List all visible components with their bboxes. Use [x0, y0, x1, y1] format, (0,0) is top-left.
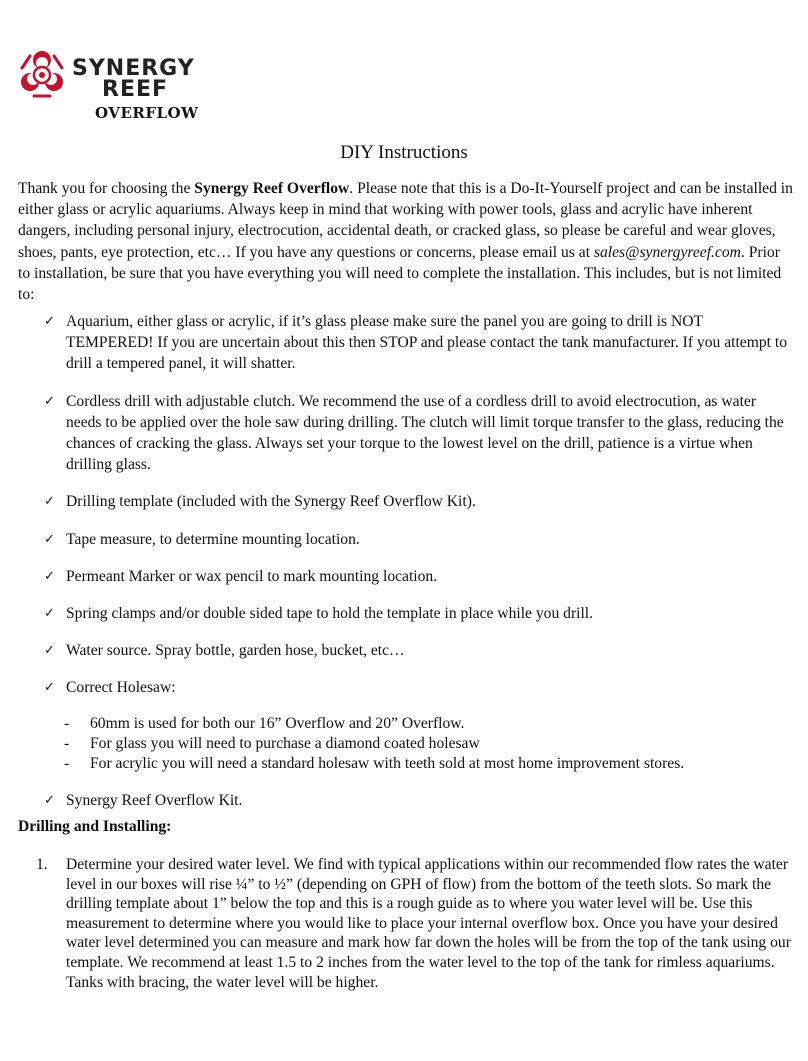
intro-text-2: . Please note that this is a Do-It-Yourself project and can be installed in either glass or acrylic aquariums. Always keep in mind that working with power tools, glass and acrylic have inherent dangers, including personal injury, electrocution, accidental death, or cracked glass, so please be careful and wear gloves, shoes, pants, eye protection, etc… If you have any questions or concerns, please email us at: [18, 180, 793, 261]
section-heading-drilling: Drilling and Installing:: [18, 818, 172, 835]
checkmark-icon: ✓: [44, 568, 55, 584]
checkmark-icon: ✓: [44, 494, 55, 510]
step-item: [36, 855, 793, 992]
contact-email: sales@synergyreef.com: [593, 243, 741, 261]
checkmark-icon: ✓: [44, 606, 55, 622]
checkmark-icon: ✓: [44, 393, 55, 409]
checkmark-icon: ✓: [44, 643, 55, 659]
checkmark-icon: ✓: [44, 314, 55, 329]
intro-paragraph: [18, 178, 793, 305]
sublist-item-text: For glass you will need to purchase a diamond coated holesaw: [90, 734, 480, 752]
dash-bullet: -: [64, 754, 70, 772]
sublist-item: [64, 714, 792, 734]
checklist-item-text: Permeant Marker or wax pencil to mark mounting location.: [66, 567, 438, 585]
checklist-item: [44, 677, 792, 773]
sublist-item-text: 60mm is used for both our 16” Overflow and 20” Overflow.: [90, 714, 465, 732]
dash-bullet: -: [64, 734, 70, 752]
checklist-item: [44, 529, 792, 550]
sublist-item: [64, 754, 792, 774]
checklist-item: [44, 491, 792, 512]
sublist-item-text: For acrylic you will need a standard holesaw with teeth sold at most home improvement stores.: [90, 754, 685, 772]
checklist-item-text: Correct Holesaw:: [66, 679, 176, 697]
requirements-checklist: [44, 311, 792, 827]
checklist-item: [44, 566, 792, 587]
checklist-item-text: Spring clamps and/or double sided tape to hold the template in place while you drill.: [66, 605, 594, 623]
checklist-item-text: Tape measure, to determine mounting location.: [66, 530, 360, 548]
intro-text-1: Thank you for choosing the: [18, 180, 195, 197]
biohazard-logo-icon: [16, 48, 216, 128]
checklist-item: [44, 391, 792, 476]
checklist-item: [44, 790, 792, 811]
step-number: 1.: [36, 856, 48, 873]
checklist-item: [44, 603, 792, 624]
page-title: DIY Instructions: [340, 142, 468, 163]
checkmark-icon: ✓: [44, 680, 55, 696]
checklist-item-text: Cordless drill with adjustable clutch. We recommend the use of a cordless drill to avoid electrocution, as water needs to be applied over the hole saw during drilling. The clutch will limit torque transfer to the glass, reducing the chances of cracking the glass. Always set your torque to the lowest level on the drill, patience is a virtue when drilling glass.: [66, 392, 784, 474]
installation-steps: [36, 855, 793, 992]
checklist-item-text: Aquarium, either glass or acrylic, if it’s glass please make sure the panel you are going to drill is NOT TEMPERED! If you are uncertain about this then STOP and please contact the tank manufacturer. If you attempt to drill a tempered panel, it will shatter.: [66, 313, 788, 373]
checklist-item: [44, 640, 792, 661]
checklist-item-text: Drilling template (included with the Synergy Reef Overflow Kit).: [66, 493, 476, 511]
intro-brand-name: Synergy Reef Overflow: [194, 180, 350, 197]
checkmark-icon: ✓: [44, 792, 55, 808]
checklist-item-text: Water source. Spray bottle, garden hose, bucket, etc…: [66, 642, 405, 660]
intro-text-3: . Prior to installation, be sure that you have everything you will need to complete the installation. This includes, but is not limited to:: [18, 243, 782, 304]
logo-brand-line1: SYNERGY: [72, 56, 195, 81]
synergy-reef-logo: [16, 48, 216, 128]
dash-bullet: -: [64, 714, 70, 732]
checkmark-icon: ✓: [44, 531, 55, 547]
holesaw-sublist: [64, 714, 792, 774]
logo-product-name: OVERFLOW: [95, 104, 199, 122]
checklist-item-text: Synergy Reef Overflow Kit.: [66, 791, 243, 809]
step-text: Determine your desired water level. We find with typical applications within our recommended flow rates the water level in our boxes will rise ¼” to ½” (depending on GPH of flow) from the bottom of the teeth slots. So mark the drilling template about 1” below the top and this is a rough guide as to where you water level will be. Use this measurement to determine where you would like to place your internal overflow box. Once you have your desired water level determined you can measure and mark how far down the holes will be from the top of the tank using our template. We recommend at least 1.5 to 2 inches from the water level to the top of the tank for rimless aquariums. Tanks with bracing, the water level will be higher.: [66, 856, 791, 991]
logo-brand-line2: REEF: [102, 77, 169, 102]
sublist-item: [64, 734, 792, 754]
checklist-item: [44, 311, 792, 375]
